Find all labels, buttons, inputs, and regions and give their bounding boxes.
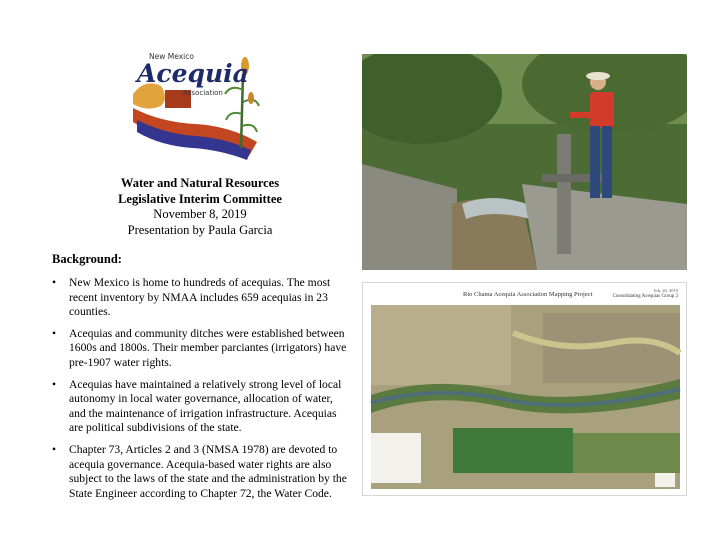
bullet-item: • Chapter 73, Articles 2 and 3 (NMSA 1978) are devoted to acequia governance. Acequia-based water rights are also subject to the laws of the state and the administration by the State Engineer according to Chapter 72, the Water Code. [52, 443, 350, 501]
heading-presenter: Presentation by Paula Garcia [127, 222, 273, 237]
heading-line-1: Water and Natural Resources [120, 176, 280, 190]
map-date: July 26, 2019 [653, 288, 678, 293]
logo-bottom-text: Association [183, 89, 223, 97]
heading-line-2: Legislative Interim Committee [118, 191, 282, 206]
logo-top-text: New Mexico [149, 52, 194, 61]
map-subtitle: Consolidating Acequias Group 2 [612, 294, 678, 299]
acequia-association-logo [125, 50, 270, 162]
bullet-item: • New Mexico is home to hundreds of acequias. The most recent inventory by NMAA includes 659 acequias in 23 counties. [52, 276, 350, 320]
bullet-item: • Acequias have maintained a relatively strong level of local autonomy in local water governance, allocation of water, and the maintenance of irrigation infrastructure. Acequias are political subdivisions of the state. [52, 378, 350, 436]
acequia-map-image [362, 282, 687, 496]
background-bullet-list [52, 276, 350, 508]
heading-date: November 8, 2019 [153, 207, 247, 221]
acequia-headgate-photo [362, 54, 687, 270]
logo-main-text: Acequia [137, 59, 249, 88]
presentation-heading [60, 176, 340, 238]
map-title: Rio Chama Acequia Association Mapping Project [463, 291, 593, 298]
background-label: Background: [52, 252, 122, 266]
bullet-item: • Acequias and community ditches were established between 1600s and 1800s. Their member parciantes (irrigators) have pre-1907 water rights. [52, 327, 350, 371]
